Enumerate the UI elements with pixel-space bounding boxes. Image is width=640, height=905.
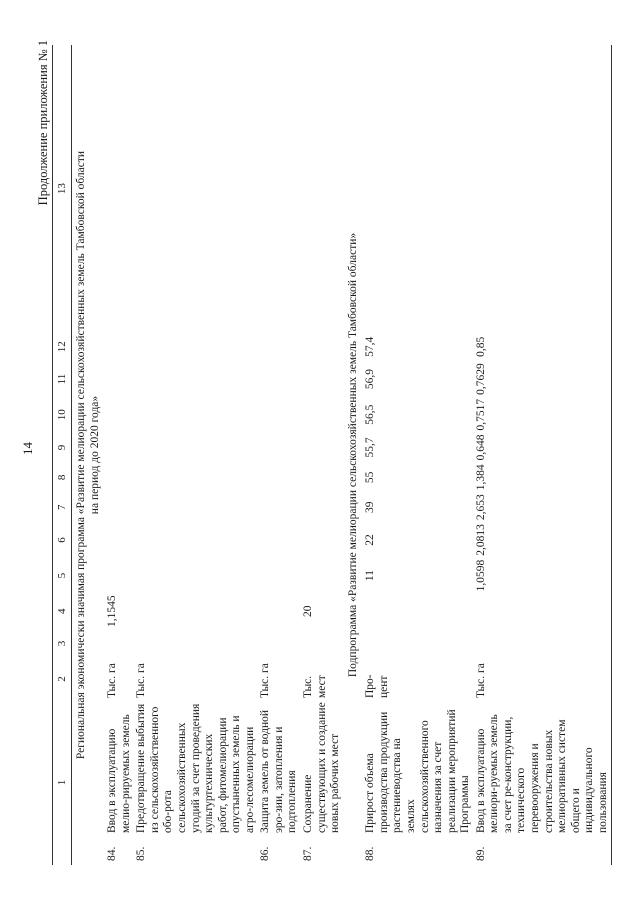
- row-value: [363, 593, 474, 629]
- subprogram-title-row: [344, 45, 364, 865]
- row-unit: Тыс. мест: [302, 675, 328, 698]
- header-col-6: 6: [53, 522, 72, 558]
- row-unit: Тыс. га: [474, 663, 487, 698]
- row-unit: Тыс. га: [106, 663, 119, 698]
- row-value: [134, 433, 258, 463]
- row-value: [134, 593, 258, 629]
- row-value: [301, 433, 344, 463]
- row-value: [301, 492, 344, 522]
- header-col-7: 7: [53, 492, 72, 522]
- header-row: [53, 45, 72, 865]
- header-col-4: 4: [53, 593, 72, 629]
- row-value: [363, 629, 474, 658]
- row-value: [105, 361, 134, 397]
- row-value: 55,7: [364, 437, 377, 458]
- row-value: [258, 433, 301, 463]
- row-value: [105, 433, 134, 463]
- row-name: Предотвращение выбытия из сельскохозяйственного обо-рота сельскохозяйственных угодий за счет проведения культуртехнических работ, фитомелиорации опустыненных земель и агро-лесомелиорации: [135, 703, 256, 833]
- row-value: [105, 492, 134, 522]
- row-value: [258, 361, 301, 397]
- row-value: 0,85: [474, 336, 487, 357]
- header-col-1: 1: [53, 700, 72, 865]
- row-value: [105, 462, 134, 492]
- row-value: [301, 332, 344, 361]
- row-number: 89.: [474, 846, 487, 861]
- row-value: [474, 593, 612, 629]
- row-number: 87.: [302, 846, 314, 861]
- row-value: [258, 629, 301, 658]
- table-row: [301, 45, 344, 865]
- subprogram-title: Подпрограмма «Развитие мелиорации сельскохозяйственных земель Тамбовской области»: [346, 232, 359, 678]
- row-value: [134, 629, 258, 658]
- row-unit: Про-цент: [364, 674, 390, 698]
- row-unit: Тыс. га: [259, 663, 272, 698]
- row-name: Ввод в эксплуатацию мелиори-руемых земель за счет ре-конструкции, технического перевооружения и строительства новых мелиоративных систем общего и индивидуального пользования: [474, 714, 609, 833]
- row-value: 0,7517: [474, 398, 487, 431]
- row-value: 39: [364, 501, 377, 513]
- table-row: [134, 45, 258, 865]
- row-value: [258, 522, 301, 558]
- row-value: 57,4: [364, 336, 377, 357]
- header-col-12: 12: [53, 332, 72, 361]
- table-row: [363, 45, 474, 865]
- header-col-2: 2: [53, 658, 72, 700]
- header-col-11: 11: [53, 361, 72, 397]
- row-value: [258, 558, 301, 594]
- row-value: [105, 522, 134, 558]
- row-value: 0,648: [474, 434, 487, 461]
- row-name: Ввод в эксплуатацию мелио-рируемых земель: [106, 714, 132, 833]
- section-title-line-2: на период до 2020 года»: [88, 395, 101, 515]
- row-value: [301, 361, 344, 397]
- indicators-table: [52, 45, 612, 865]
- row-name: Сохранение существующих и создание новых рабочих мест: [302, 702, 342, 833]
- row-value: 1,1545: [106, 595, 119, 627]
- continuation-note: Продолжение приложения № 1: [36, 40, 50, 206]
- header-col-13: 13: [53, 45, 72, 332]
- row-value: [258, 593, 301, 629]
- header-col-8: 8: [53, 462, 72, 492]
- row-value: [301, 522, 344, 558]
- row-value: [105, 397, 134, 433]
- row-number: 88.: [364, 846, 377, 861]
- row-value: 1,384: [474, 464, 487, 491]
- row-number: 86.: [259, 846, 272, 861]
- row-value: [134, 397, 258, 433]
- row-value: [105, 332, 134, 361]
- section-title-row: [72, 45, 106, 865]
- row-value: [105, 558, 134, 594]
- row-number: 84.: [106, 846, 119, 861]
- row-unit: Тыс. га: [135, 663, 148, 698]
- row-value: [134, 492, 258, 522]
- row-value: [134, 462, 258, 492]
- row-name: Защита земель от водной эро-зии, затопления и подтопления: [259, 709, 299, 833]
- row-name: Прирост объема производства продукции растениеводства на землях сельскохозяйственного назначения за счет реализации мероприятий Программы: [364, 709, 472, 833]
- row-value: 20: [302, 605, 314, 617]
- header-col-9: 9: [53, 433, 72, 463]
- table-row: [474, 45, 612, 865]
- page-number: 14: [20, 442, 35, 455]
- row-value: [134, 522, 258, 558]
- row-value: [301, 462, 344, 492]
- table-row: [258, 45, 301, 865]
- row-value: [258, 492, 301, 522]
- row-value: 55: [364, 471, 377, 484]
- row-value: [258, 462, 301, 492]
- header-col-5: 5: [53, 558, 72, 594]
- row-value: 56,5: [364, 404, 377, 425]
- row-number: 85.: [135, 846, 148, 861]
- row-value: 11: [364, 570, 377, 582]
- row-value: [474, 629, 612, 658]
- section-title-line-1: Региональная экономически значимая программа «Развитие мелиорации сельскохозяйственных земель Тамбовской области: [75, 150, 87, 760]
- section-title: [72, 45, 106, 865]
- row-value: [105, 629, 134, 658]
- row-value: 56,9: [364, 369, 377, 390]
- row-value: 22: [364, 534, 377, 546]
- row-value: [301, 558, 344, 594]
- header-col-3: 3: [53, 629, 72, 658]
- row-value: 1,0598: [474, 559, 487, 592]
- row-value: [301, 629, 344, 658]
- header-col-10: 10: [53, 397, 72, 433]
- row-value: 0,7629: [474, 363, 487, 395]
- row-value: [134, 332, 258, 361]
- row-value: 2,653: [474, 494, 487, 521]
- row-value: [134, 361, 258, 397]
- table-row: [105, 45, 134, 865]
- row-value: 2,0813: [474, 524, 487, 556]
- row-value: [134, 558, 258, 594]
- row-value: [301, 397, 344, 433]
- row-value: [258, 332, 301, 361]
- row-value: [258, 397, 301, 433]
